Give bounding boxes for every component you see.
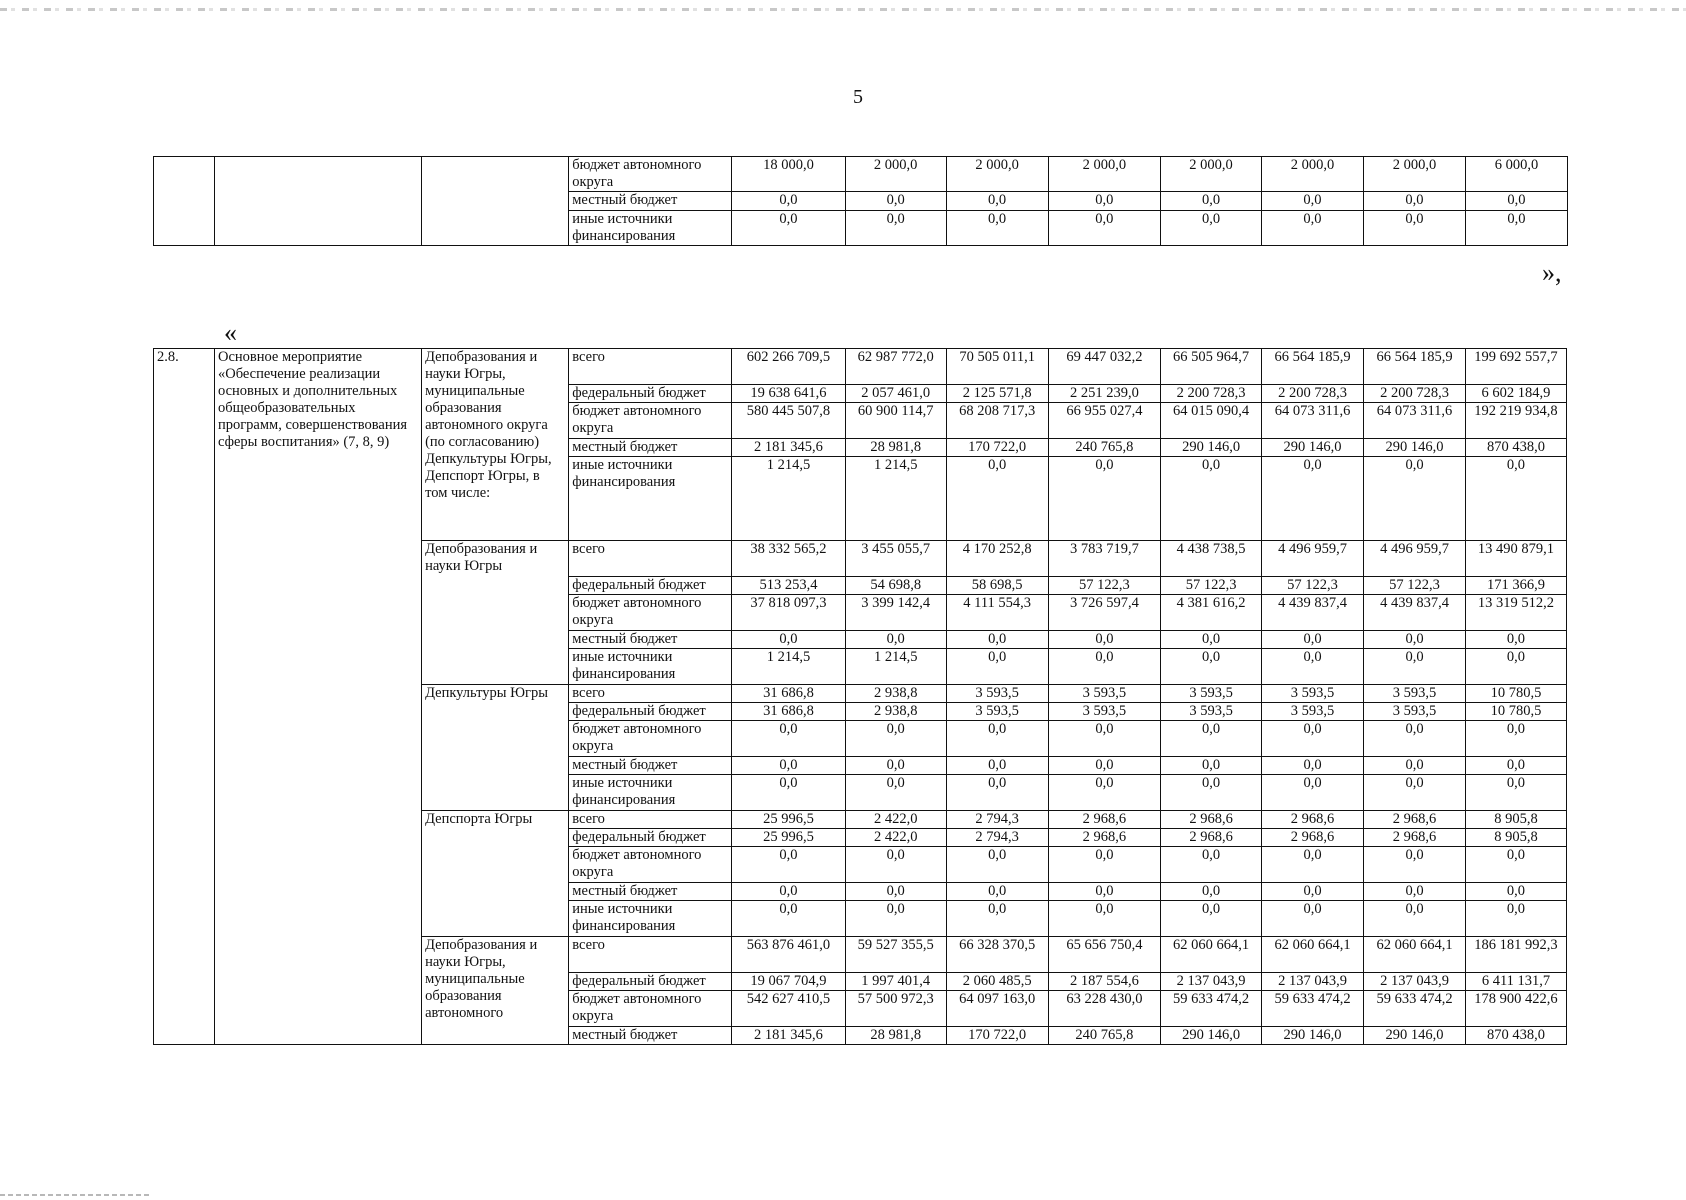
amount-cell: 0,0 [1364, 457, 1466, 541]
amount-cell: 0,0 [1262, 757, 1364, 775]
amount-cell: 0,0 [946, 775, 1048, 811]
amount-cell: 68 208 717,3 [946, 403, 1048, 439]
amount-cell: 3 593,5 [946, 685, 1048, 703]
amount-cell: 0,0 [732, 757, 846, 775]
amount-cell: 0,0 [732, 775, 846, 811]
amount-cell: 0,0 [732, 847, 846, 883]
amount-cell: 0,0 [845, 631, 946, 649]
amount-cell: 0,0 [1048, 757, 1160, 775]
amount-cell: 0,0 [1262, 631, 1364, 649]
amount-cell: 240 765,8 [1048, 439, 1160, 457]
amount-cell: 3 593,5 [1048, 685, 1160, 703]
amount-cell: 2 000,0 [1161, 157, 1262, 192]
funding-source-cell: местный бюджет [569, 757, 732, 775]
budget-table-continuation [153, 156, 1568, 246]
amount-cell: 65 656 750,4 [1048, 937, 1160, 973]
amount-cell: 62 060 664,1 [1364, 937, 1466, 973]
amount-cell: 0,0 [1465, 775, 1566, 811]
amount-cell: 0,0 [1161, 457, 1262, 541]
amount-cell: 4 496 959,7 [1262, 541, 1364, 577]
amount-cell: 563 876 461,0 [732, 937, 846, 973]
executor-cell: Депспорта Югры [422, 811, 569, 937]
amount-cell: 0,0 [1161, 775, 1262, 811]
amount-cell: 0,0 [946, 211, 1048, 246]
funding-source-cell: бюджет автономного округа [569, 721, 732, 757]
amount-cell: 542 627 410,5 [732, 991, 846, 1027]
amount-cell: 0,0 [1262, 457, 1364, 541]
amount-cell: 0,0 [1364, 631, 1466, 649]
amount-cell: 290 146,0 [1262, 1027, 1364, 1045]
amount-cell: 64 073 311,6 [1364, 403, 1466, 439]
amount-cell: 3 593,5 [1161, 703, 1262, 721]
amount-cell: 2 057 461,0 [845, 385, 946, 403]
amount-cell: 64 015 090,4 [1161, 403, 1262, 439]
measure-cell [214, 157, 421, 246]
measure-name: Основное мероприятие «Обеспечение реализации основных и дополнительных общеобразовательных программ, совершенствования сферы воспитания» (7, 8, 9) [214, 349, 421, 1045]
amount-cell: 0,0 [1048, 211, 1160, 246]
amount-cell: 0,0 [946, 649, 1048, 685]
amount-cell: 66 564 185,9 [1262, 349, 1364, 385]
amount-cell: 2 187 554,6 [1048, 973, 1160, 991]
measure-number: 2.8. [154, 349, 215, 1045]
amount-cell: 0,0 [845, 192, 946, 211]
amount-cell: 3 593,5 [946, 703, 1048, 721]
amount-cell: 0,0 [1465, 901, 1566, 937]
amount-cell: 171 366,9 [1465, 577, 1566, 595]
funding-source-cell: иные источники финансирования [569, 457, 732, 541]
amount-cell: 59 633 474,2 [1161, 991, 1262, 1027]
amount-cell: 13 490 879,1 [1465, 541, 1566, 577]
amount-cell: 57 122,3 [1262, 577, 1364, 595]
amount-cell: 2 968,6 [1262, 811, 1364, 829]
amount-cell: 2 794,3 [946, 829, 1048, 847]
amount-cell: 2 794,3 [946, 811, 1048, 829]
amount-cell: 0,0 [946, 721, 1048, 757]
funding-source-cell: федеральный бюджет [569, 385, 732, 403]
amount-cell: 2 422,0 [845, 829, 946, 847]
amount-cell: 0,0 [1364, 883, 1466, 901]
funding-source-cell: бюджет автономного округа [569, 847, 732, 883]
amount-cell: 0,0 [732, 901, 846, 937]
funding-source-cell: местный бюджет [569, 1027, 732, 1045]
amount-cell: 66 955 027,4 [1048, 403, 1160, 439]
amount-cell: 3 593,5 [1161, 685, 1262, 703]
amount-cell: 64 097 163,0 [946, 991, 1048, 1027]
amount-cell: 0,0 [1048, 721, 1160, 757]
amount-cell: 63 228 430,0 [1048, 991, 1160, 1027]
amount-cell: 4 438 738,5 [1161, 541, 1262, 577]
amount-cell: 290 146,0 [1364, 1027, 1466, 1045]
amount-cell: 0,0 [1262, 721, 1364, 757]
amount-cell: 3 783 719,7 [1048, 541, 1160, 577]
amount-cell: 59 633 474,2 [1364, 991, 1466, 1027]
funding-source-cell: бюджет автономного округа [569, 157, 732, 192]
amount-cell: 2 137 043,9 [1262, 973, 1364, 991]
amount-cell: 4 439 837,4 [1262, 595, 1364, 631]
amount-cell: 57 122,3 [1364, 577, 1466, 595]
amount-cell: 0,0 [1465, 847, 1566, 883]
amount-cell: 0,0 [1161, 211, 1262, 246]
amount-cell: 0,0 [1465, 757, 1566, 775]
amount-cell: 2 251 239,0 [1048, 385, 1160, 403]
amount-cell: 2 181 345,6 [732, 1027, 846, 1045]
amount-cell: 0,0 [946, 631, 1048, 649]
amount-cell: 6 411 131,7 [1465, 973, 1566, 991]
amount-cell: 0,0 [1364, 721, 1466, 757]
funding-source-cell: бюджет автономного округа [569, 991, 732, 1027]
amount-cell: 0,0 [1363, 211, 1465, 246]
funding-source-cell: местный бюджет [569, 439, 732, 457]
amount-cell: 1 214,5 [845, 649, 946, 685]
amount-cell: 70 505 011,1 [946, 349, 1048, 385]
amount-cell: 870 438,0 [1465, 439, 1566, 457]
amount-cell: 54 698,8 [845, 577, 946, 595]
amount-cell: 66 505 964,7 [1161, 349, 1262, 385]
amount-cell: 0,0 [845, 721, 946, 757]
amount-cell: 2 422,0 [845, 811, 946, 829]
amount-cell: 0,0 [1465, 721, 1566, 757]
amount-cell: 0,0 [1161, 847, 1262, 883]
amount-cell: 62 060 664,1 [1262, 937, 1364, 973]
amount-cell: 62 987 772,0 [845, 349, 946, 385]
amount-cell: 0,0 [1364, 847, 1466, 883]
amount-cell: 3 726 597,4 [1048, 595, 1160, 631]
amount-cell: 170 722,0 [946, 1027, 1048, 1045]
amount-cell: 2 060 485,5 [946, 973, 1048, 991]
amount-cell: 580 445 507,8 [732, 403, 846, 439]
amount-cell: 0,0 [1262, 901, 1364, 937]
amount-cell: 2 968,6 [1048, 811, 1160, 829]
amount-cell: 0,0 [1363, 192, 1465, 211]
amount-cell: 0,0 [845, 775, 946, 811]
amount-cell: 0,0 [1048, 775, 1160, 811]
funding-source-cell: всего [569, 541, 732, 577]
amount-cell: 3 455 055,7 [845, 541, 946, 577]
table-row [154, 157, 1568, 192]
funding-source-cell: иные источники финансирования [569, 649, 732, 685]
amount-cell: 0,0 [1465, 883, 1566, 901]
amount-cell: 513 253,4 [732, 577, 846, 595]
funding-source-cell: бюджет автономного округа [569, 403, 732, 439]
amount-cell: 3 593,5 [1364, 703, 1466, 721]
amount-cell: 199 692 557,7 [1465, 349, 1566, 385]
closing-quote: », [1542, 258, 1562, 287]
amount-cell: 0,0 [732, 631, 846, 649]
executor-cell [422, 157, 569, 246]
amount-cell: 3 593,5 [1262, 685, 1364, 703]
amount-cell: 4 439 837,4 [1364, 595, 1466, 631]
amount-cell: 4 170 252,8 [946, 541, 1048, 577]
amount-cell: 170 722,0 [946, 439, 1048, 457]
amount-cell: 2 968,6 [1364, 811, 1466, 829]
amount-cell: 178 900 422,6 [1465, 991, 1566, 1027]
amount-cell: 3 593,5 [1048, 703, 1160, 721]
amount-cell: 4 381 616,2 [1161, 595, 1262, 631]
amount-cell: 186 181 992,3 [1465, 937, 1566, 973]
amount-cell: 66 564 185,9 [1364, 349, 1466, 385]
funding-source-cell: федеральный бюджет [569, 577, 732, 595]
amount-cell: 2 137 043,9 [1364, 973, 1466, 991]
page-number: 5 [853, 86, 863, 108]
opening-quote: « [224, 318, 237, 347]
funding-source-cell: местный бюджет [569, 192, 732, 211]
amount-cell: 0,0 [845, 883, 946, 901]
amount-cell: 2 938,8 [845, 703, 946, 721]
amount-cell: 0,0 [1364, 649, 1466, 685]
amount-cell: 2 968,6 [1048, 829, 1160, 847]
amount-cell: 0,0 [1262, 192, 1364, 211]
funding-source-cell: иные источники финансирования [569, 211, 732, 246]
amount-cell: 18 000,0 [732, 157, 846, 192]
amount-cell: 0,0 [732, 211, 846, 246]
amount-cell: 0,0 [946, 901, 1048, 937]
amount-cell: 64 073 311,6 [1262, 403, 1364, 439]
amount-cell: 0,0 [946, 847, 1048, 883]
funding-source-cell: местный бюджет [569, 883, 732, 901]
amount-cell: 38 332 565,2 [732, 541, 846, 577]
scan-edge-top [0, 8, 1686, 11]
funding-source-cell: федеральный бюджет [569, 829, 732, 847]
amount-cell: 0,0 [845, 757, 946, 775]
amount-cell: 25 996,5 [732, 829, 846, 847]
amount-cell: 0,0 [1262, 847, 1364, 883]
amount-cell: 2 137 043,9 [1161, 973, 1262, 991]
table-row [154, 349, 1567, 385]
amount-cell: 62 060 664,1 [1161, 937, 1262, 973]
amount-cell: 192 219 934,8 [1465, 403, 1566, 439]
amount-cell: 870 438,0 [1465, 1027, 1566, 1045]
amount-cell: 31 686,8 [732, 703, 846, 721]
amount-cell: 57 500 972,3 [845, 991, 946, 1027]
amount-cell: 2 000,0 [845, 157, 946, 192]
amount-cell: 0,0 [1364, 757, 1466, 775]
amount-cell: 25 996,5 [732, 811, 846, 829]
amount-cell: 0,0 [1161, 192, 1262, 211]
amount-cell: 602 266 709,5 [732, 349, 846, 385]
amount-cell: 0,0 [1465, 211, 1567, 246]
funding-source-cell: всего [569, 349, 732, 385]
amount-cell: 0,0 [1048, 847, 1160, 883]
amount-cell: 2 000,0 [1048, 157, 1160, 192]
amount-cell: 3 593,5 [1364, 685, 1466, 703]
executor-cell: Депобразования и науки Югры, муниципальные образования автономного [422, 937, 569, 1045]
amount-cell: 0,0 [1465, 631, 1566, 649]
amount-cell: 2 968,6 [1364, 829, 1466, 847]
amount-cell: 2 000,0 [1363, 157, 1465, 192]
amount-cell: 57 122,3 [1161, 577, 1262, 595]
amount-cell: 3 593,5 [1262, 703, 1364, 721]
amount-cell: 290 146,0 [1262, 439, 1364, 457]
funding-source-cell: всего [569, 685, 732, 703]
amount-cell: 6 000,0 [1465, 157, 1567, 192]
amount-cell: 0,0 [1048, 457, 1160, 541]
amount-cell: 2 200 728,3 [1364, 385, 1466, 403]
amount-cell: 66 328 370,5 [946, 937, 1048, 973]
funding-source-cell: федеральный бюджет [569, 703, 732, 721]
amount-cell: 0,0 [1048, 901, 1160, 937]
amount-cell: 6 602 184,9 [1465, 385, 1566, 403]
funding-source-cell: всего [569, 937, 732, 973]
amount-cell: 1 997 401,4 [845, 973, 946, 991]
amount-cell: 0,0 [1048, 649, 1160, 685]
amount-cell: 10 780,5 [1465, 703, 1566, 721]
amount-cell: 290 146,0 [1161, 439, 1262, 457]
amount-cell: 2 200 728,3 [1161, 385, 1262, 403]
amount-cell: 0,0 [845, 847, 946, 883]
funding-source-cell: иные источники финансирования [569, 901, 732, 937]
amount-cell: 0,0 [732, 883, 846, 901]
amount-cell: 0,0 [1262, 883, 1364, 901]
amount-cell: 0,0 [1161, 883, 1262, 901]
amount-cell: 0,0 [946, 192, 1048, 211]
amount-cell: 31 686,8 [732, 685, 846, 703]
amount-cell: 8 905,8 [1465, 811, 1566, 829]
amount-cell: 4 111 554,3 [946, 595, 1048, 631]
scan-edge-bottom [0, 1194, 150, 1196]
funding-source-cell: местный бюджет [569, 631, 732, 649]
amount-cell: 10 780,5 [1465, 685, 1566, 703]
amount-cell: 19 638 641,6 [732, 385, 846, 403]
amount-cell: 0,0 [845, 901, 946, 937]
amount-cell: 3 399 142,4 [845, 595, 946, 631]
amount-cell: 59 633 474,2 [1262, 991, 1364, 1027]
amount-cell: 0,0 [1465, 649, 1566, 685]
executor-cell: Депкультуры Югры [422, 685, 569, 811]
amount-cell: 0,0 [1048, 631, 1160, 649]
amount-cell: 0,0 [1262, 775, 1364, 811]
amount-cell: 0,0 [946, 757, 1048, 775]
amount-cell: 0,0 [1262, 649, 1364, 685]
amount-cell: 58 698,5 [946, 577, 1048, 595]
amount-cell: 28 981,8 [845, 1027, 946, 1045]
amount-cell: 240 765,8 [1048, 1027, 1160, 1045]
budget-table-measure-2-8 [153, 348, 1567, 1045]
amount-cell: 2 000,0 [1262, 157, 1364, 192]
amount-cell: 2 200 728,3 [1262, 385, 1364, 403]
amount-cell: 1 214,5 [845, 457, 946, 541]
amount-cell: 59 527 355,5 [845, 937, 946, 973]
amount-cell: 2 938,8 [845, 685, 946, 703]
amount-cell: 0,0 [1161, 649, 1262, 685]
amount-cell: 0,0 [1465, 192, 1567, 211]
amount-cell: 2 968,6 [1161, 829, 1262, 847]
funding-source-cell: всего [569, 811, 732, 829]
amount-cell: 60 900 114,7 [845, 403, 946, 439]
amount-cell: 4 496 959,7 [1364, 541, 1466, 577]
amount-cell: 0,0 [732, 721, 846, 757]
amount-cell: 1 214,5 [732, 649, 846, 685]
amount-cell: 19 067 704,9 [732, 973, 846, 991]
executor-cell: Депобразования и науки Югры [422, 541, 569, 685]
amount-cell: 2 968,6 [1161, 811, 1262, 829]
amount-cell: 290 146,0 [1364, 439, 1466, 457]
amount-cell: 69 447 032,2 [1048, 349, 1160, 385]
amount-cell: 0,0 [1161, 631, 1262, 649]
amount-cell: 2 181 345,6 [732, 439, 846, 457]
funding-source-cell: бюджет автономного округа [569, 595, 732, 631]
amount-cell: 8 905,8 [1465, 829, 1566, 847]
amount-cell: 2 000,0 [946, 157, 1048, 192]
number-cell [154, 157, 215, 246]
amount-cell: 0,0 [1161, 757, 1262, 775]
amount-cell: 28 981,8 [845, 439, 946, 457]
amount-cell: 0,0 [946, 457, 1048, 541]
amount-cell: 0,0 [1465, 457, 1566, 541]
amount-cell: 0,0 [1364, 901, 1466, 937]
amount-cell: 0,0 [1161, 901, 1262, 937]
amount-cell: 2 125 571,8 [946, 385, 1048, 403]
amount-cell: 290 146,0 [1161, 1027, 1262, 1045]
amount-cell: 1 214,5 [732, 457, 846, 541]
amount-cell: 2 968,6 [1262, 829, 1364, 847]
amount-cell: 0,0 [1161, 721, 1262, 757]
amount-cell: 13 319 512,2 [1465, 595, 1566, 631]
funding-source-cell: иные источники финансирования [569, 775, 732, 811]
amount-cell: 0,0 [845, 211, 946, 246]
amount-cell: 0,0 [1364, 775, 1466, 811]
amount-cell: 0,0 [946, 883, 1048, 901]
amount-cell: 0,0 [732, 192, 846, 211]
amount-cell: 0,0 [1048, 192, 1160, 211]
amount-cell: 0,0 [1048, 883, 1160, 901]
executor-cell: Депобразования и науки Югры, муниципальные образования автономного округа (по согласованию) Депкультуры Югры, Депспорт Югры, в том числе: [422, 349, 569, 541]
amount-cell: 57 122,3 [1048, 577, 1160, 595]
amount-cell: 37 818 097,3 [732, 595, 846, 631]
amount-cell: 0,0 [1262, 211, 1364, 246]
funding-source-cell: федеральный бюджет [569, 973, 732, 991]
